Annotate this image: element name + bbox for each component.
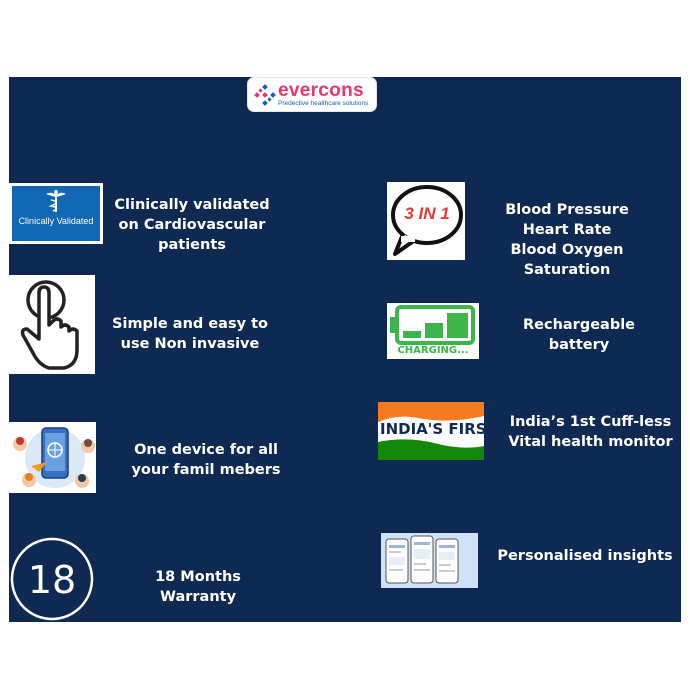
clinically-validated-badge: Clinically Validated bbox=[18, 216, 94, 226]
phone-screens-icon bbox=[381, 533, 478, 588]
battery-tile bbox=[387, 303, 479, 359]
feature-india-first: India’s 1st Cuff-less Vital health monitor bbox=[508, 414, 673, 450]
feature-spo2: Blood Oxygen Saturation bbox=[510, 242, 624, 278]
clinically-validated-tile bbox=[9, 183, 103, 244]
feature-insights: Personalised insights bbox=[497, 548, 673, 564]
feature-blood-pressure: Blood Pressure bbox=[505, 202, 629, 218]
brand-name: evercons bbox=[278, 80, 364, 101]
india-first-tile bbox=[378, 402, 497, 460]
warranty-tile bbox=[9, 534, 99, 622]
connected-family-icon bbox=[9, 422, 96, 493]
feature-three-in-one bbox=[472, 200, 662, 280]
feature-simple-easy: Simple and easy to use Non invasive bbox=[112, 316, 268, 352]
feature-clinically-validated: Clinically validated on Cardiovascular patients bbox=[114, 197, 270, 253]
insights-tile bbox=[381, 533, 478, 588]
brand-tagline: Predective healthcare solutions bbox=[278, 100, 369, 107]
family-devices-tile bbox=[9, 422, 96, 493]
brand-logo bbox=[248, 78, 376, 111]
feature-family-devices: One device for all your famil mebers bbox=[131, 442, 281, 478]
india-first-badge: INDIA'S FIRST bbox=[380, 420, 497, 438]
three-in-one-tile bbox=[387, 182, 465, 260]
caduceus-icon bbox=[45, 189, 67, 213]
feature-warranty: 18 Months Warranty bbox=[155, 569, 241, 605]
warranty-number: 18 bbox=[27, 558, 77, 602]
hand-pointer-icon bbox=[9, 275, 95, 374]
charging-label: CHARGING... bbox=[397, 345, 469, 356]
logo-mark-icon bbox=[254, 84, 276, 106]
feature-heart-rate: Heart Rate bbox=[522, 222, 612, 238]
feature-rechargeable: Rechargeable battery bbox=[522, 317, 636, 353]
three-in-one-badge: 3 IN 1 bbox=[404, 204, 450, 223]
simple-easy-tile bbox=[9, 275, 95, 374]
